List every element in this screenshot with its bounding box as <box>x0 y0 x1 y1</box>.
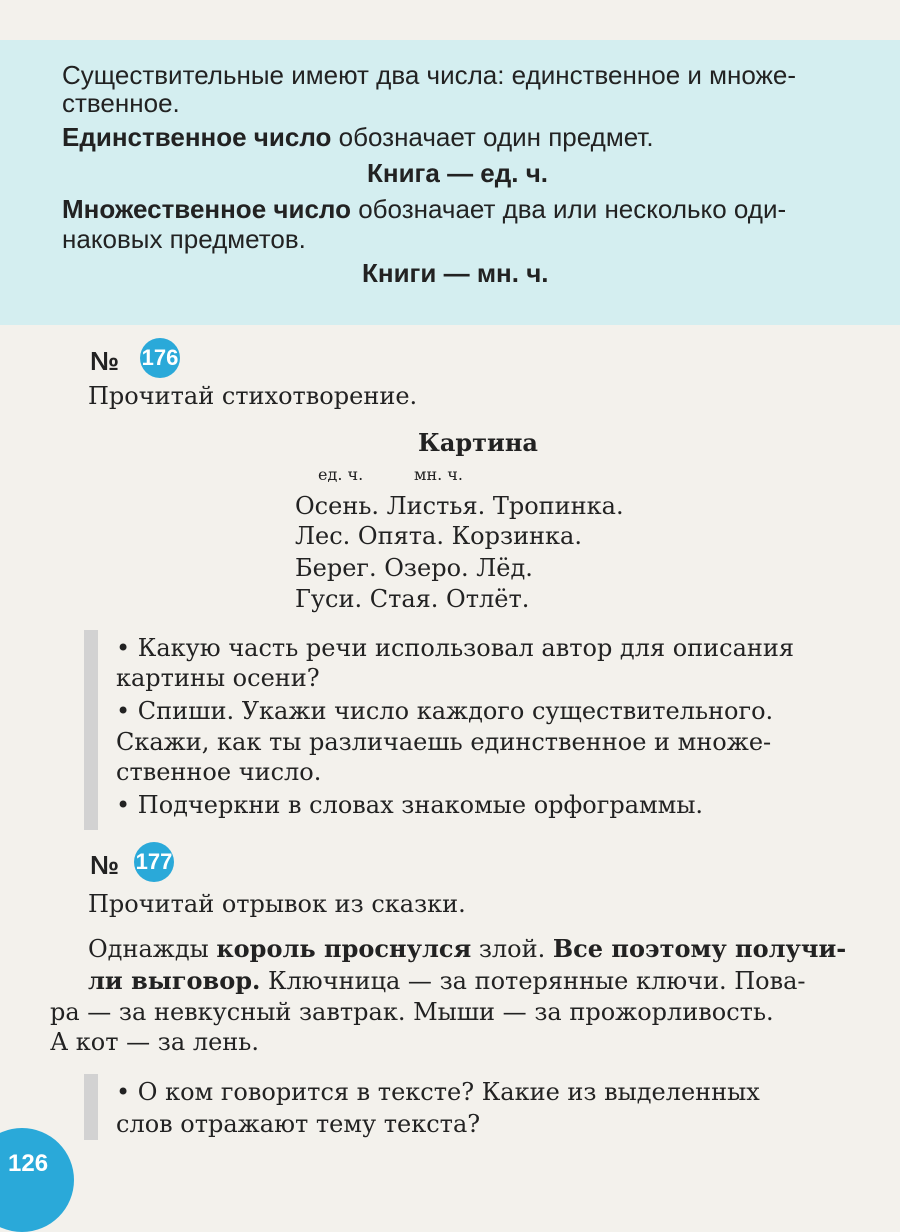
task-bar-177 <box>84 1074 98 1140</box>
poem-line: Осень. Листья. Тропинка. <box>295 492 624 520</box>
plural-term: Множественное число <box>62 194 351 224</box>
exercise-176-prefix: № <box>90 346 119 376</box>
exercise-177-prefix: № <box>90 850 119 880</box>
rule-line-1: Существительные имеют два числа: единственное и множе- <box>62 60 797 90</box>
task-bar-176 <box>84 630 98 830</box>
story-highlight: ли выговор. <box>88 966 261 995</box>
story-line-4: А кот — за лень. <box>50 1028 259 1056</box>
task-line: • О ком говорится в тексте? Какие из выделенных <box>116 1078 760 1106</box>
plural-definition <box>62 192 786 226</box>
story-highlight: король проснулся <box>216 934 472 963</box>
singular-example: Книга — ед. ч. <box>367 158 549 188</box>
story-line-2 <box>88 966 806 995</box>
poem-line: Берег. Озеро. Лёд. <box>295 554 533 582</box>
singular-term: Единственное число <box>62 122 332 152</box>
task-line: слов отражают тему текста? <box>116 1110 481 1138</box>
task-line: картины осени? <box>116 664 320 692</box>
story-line-1 <box>88 934 846 963</box>
poem-line: Лес. Опята. Корзинка. <box>295 522 582 550</box>
task-line: ственное число. <box>116 758 322 786</box>
story-highlight: Все поэтому получи- <box>552 934 847 963</box>
exercise-176-number: 176 <box>140 338 180 378</box>
plural-def-1: обозначает два или несколько оди- <box>350 194 787 224</box>
poem-line: Гуси. Стая. Отлёт. <box>295 585 530 613</box>
task-line: Скажи, как ты различаешь единственное и множе- <box>116 728 772 756</box>
rule-line-2: ственное. <box>62 88 180 118</box>
singular-definition <box>62 120 654 154</box>
story-line-3: ра — за невкусный завтрак. Мыши — за прожорливость. <box>50 998 774 1026</box>
label-plural: мн. ч. <box>414 465 463 484</box>
singular-def: обозначает один предмет. <box>331 122 654 152</box>
story-text: злой. <box>471 935 553 963</box>
label-singular: ед. ч. <box>318 465 364 484</box>
page-number: 126 <box>8 1150 49 1177</box>
exercise-177-number: 177 <box>134 842 174 882</box>
page-number-badge <box>0 1128 74 1232</box>
task-line: • Подчеркни в словах знакомые орфограммы. <box>116 791 704 819</box>
task-line: • Какую часть речи использовал автор для описания <box>116 634 795 662</box>
story-text: Однажды <box>88 935 217 963</box>
poem-title: Картина <box>418 428 538 457</box>
task-line: • Спиши. Укажи число каждого существительного. <box>116 697 774 725</box>
exercise-176-instruction: Прочитай стихотворение. <box>88 382 418 410</box>
plural-example: Книги — мн. ч. <box>362 258 549 288</box>
exercise-177-instruction: Прочитай отрывок из сказки. <box>88 890 466 918</box>
story-text: Ключница — за потерянные ключи. Пова- <box>260 967 806 995</box>
plural-def-2: наковых предметов. <box>62 224 306 254</box>
